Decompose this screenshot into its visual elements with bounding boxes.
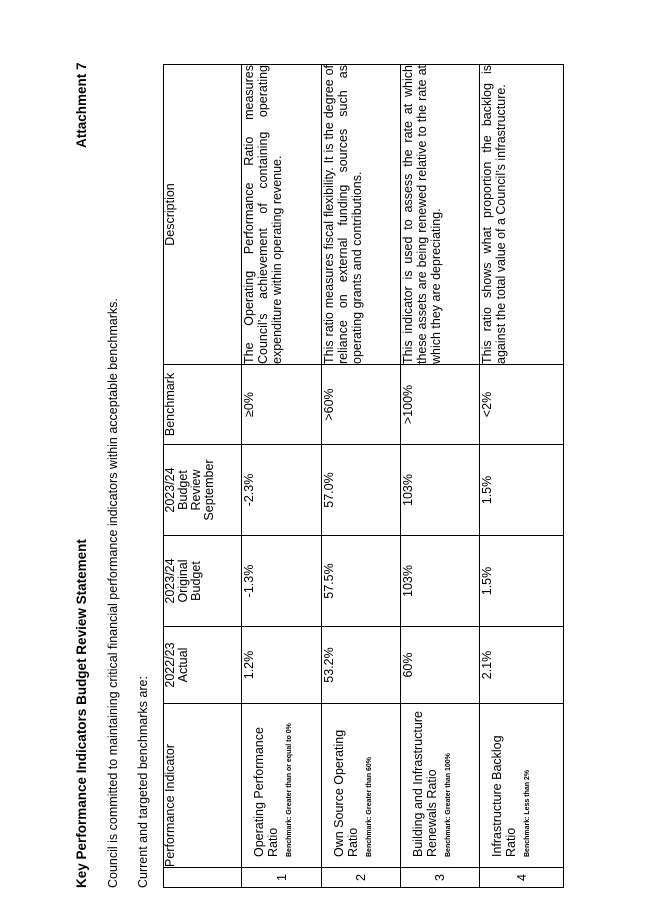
actual-value: 60% (401, 627, 480, 704)
budget-review-value: -2.3% (242, 445, 322, 536)
header-budget-review: 2023/24 Budget Review September (164, 445, 242, 536)
actual-value: 2.1% (480, 627, 564, 704)
benchmark-value: ≥0% (242, 365, 322, 445)
actual-value: 1.2% (242, 627, 322, 704)
indicator-cell (480, 704, 564, 868)
indicator-name: Own Source Operating Ratio (332, 729, 360, 857)
budget-review-value: 103% (401, 445, 480, 536)
table-row (322, 65, 401, 888)
indicator-name: Building and Infrastructure Renewals Ratio (411, 711, 439, 857)
table-header-row (164, 65, 242, 888)
benchmark-value: >100% (401, 365, 480, 445)
indicator-benchmark-note: Benchmark: Greater than or equal to 0% (286, 723, 293, 857)
row-number: 2 (322, 868, 401, 888)
original-budget-value: 1.5% (480, 536, 564, 627)
row-number: 1 (242, 868, 322, 888)
description-text: This ratio shows what proportion the backlog is against the total value of a Council’s infrastructure. (480, 65, 564, 365)
original-budget-value: -1.3% (242, 536, 322, 627)
rotated-page: Key Performance Indicators Budget Review Statement Attachment 7 Council is committed to maintaining critical financial performance indicators within acceptable benchmarks. Current and targeted benchmarks are: Performance Indicator 2022/23 Actual 2023/24 Original Budget 2023/24 Budget Review September Benchmark Description 1 Operating Performance Ratio Benchmark: Greater than or equal to 0% 1.2% -1.3% -2.3% ≥0% The Operating Performance Ratio measures Council’s achievement of containing operating expenditure within operating revenue. 2 Own Source Operating Ratio Benchmark: Greater than 60% 53.2% 57.5% 57.0% >60% This ratio measures fiscal flexibility. It is the degree of reliance on external funding sources such as operating grants and contributions. 3 Building and Infrastructure Renewals Ratio Benchmark: Greater than 100% 60% 103% 103% >100% This indicator is used to assess the rate at which these assets are being renewed relative to the rate at which they are depreciating. 4 Infrastructure Backlog Ratio Benchmark: Less than 2% 2.1% 1.5% 1.5% <2% This ratio shows what proportion the backlog is against the total value of a Council’s infrastructure. (0, 0, 653, 924)
description-text: This indicator is used to assess the rate at which these assets are being renewed relative to the rate at which they are depreciating. (401, 65, 480, 365)
header-actual: 2022/23 Actual (164, 627, 242, 704)
actual-value: 53.2% (322, 627, 401, 704)
indicator-cell (242, 704, 322, 868)
row-number: 4 (480, 868, 564, 888)
indicator-benchmark-note: Benchmark: Less than 2% (524, 769, 531, 857)
indicator-cell (401, 704, 480, 868)
description-text: The Operating Performance Ratio measures Council’s achievement of containing operating expenditure within operating revenue. (242, 65, 322, 365)
table-row (401, 65, 480, 888)
header-description: Description (164, 65, 242, 365)
indicator-name: Operating Performance Ratio (252, 727, 280, 857)
benchmark-value: >60% (322, 365, 401, 445)
indicator-benchmark-note: Benchmark: Greater than 60% (366, 757, 373, 857)
header-indicator: Performance Indicator (164, 704, 242, 868)
indicator-cell (322, 704, 401, 868)
document-title: Key Performance Indicators Budget Review Statement (74, 539, 89, 888)
benchmarks-subheading: Current and targeted benchmarks are: (136, 676, 150, 888)
description-text: This ratio measures fiscal flexibility. It is the degree of reliance on external funding sources such as operating grants and contributions. (322, 65, 401, 365)
benchmark-value: <2% (480, 365, 564, 445)
budget-review-value: 1.5% (480, 445, 564, 536)
header-num (164, 868, 242, 888)
table-row (480, 65, 564, 888)
indicator-benchmark-note: Benchmark: Greater than 100% (445, 753, 452, 857)
original-budget-value: 57.5% (322, 536, 401, 627)
header-benchmark: Benchmark (164, 365, 242, 445)
row-number: 3 (401, 868, 480, 888)
budget-review-value: 57.0% (322, 445, 401, 536)
header-original-budget: 2023/24 Original Budget (164, 536, 242, 627)
indicator-name: Infrastructure Backlog Ratio (490, 735, 518, 857)
kpi-table (163, 64, 564, 888)
table-row (242, 65, 322, 888)
original-budget-value: 103% (401, 536, 480, 627)
intro-paragraph: Council is committed to maintaining critical financial performance indicators within acceptable benchmarks. (106, 298, 120, 888)
